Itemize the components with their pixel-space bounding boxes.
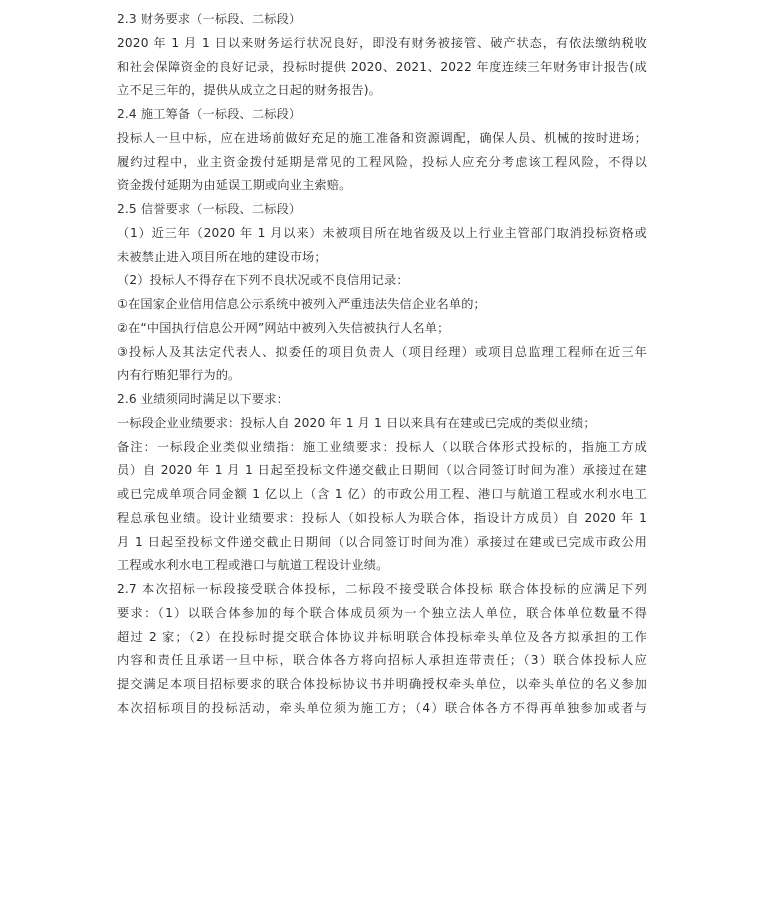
paragraph-line: 提交满足本项目招标要求的联合体投标协议书并明确授权牵头单位，以牵头单位的名义参加 — [117, 677, 647, 691]
paragraph-line: 一标段企业业绩要求：投标人自 2020 年 1 月 1 日以来具有在建或已完成的类似业绩； — [117, 415, 596, 430]
paragraph-line: 立不足三年的，提供从成立之日起的财务报告)。 — [117, 83, 381, 98]
paragraph-line: 内容和责任且承诺一旦中标，联合体各方将向招标人承担连带责任；（3）联合体投标人应 — [117, 653, 647, 668]
paragraph-line: 本次招标项目的投标活动，牵头单位须为施工方；（4）联合体各方不得再单独参加或者与 — [117, 700, 647, 715]
paragraph-line: 未被禁止进入项目所在地的建设市场； — [117, 249, 327, 264]
paragraph-line: 月 1 日起至投标文件递交截止日期间（以合同签订时间为准）承接过在建或已完成市政公用 — [117, 534, 647, 549]
paragraph-line: ②在“中国执行信息公开网”网站中被列入失信被执行人名单； — [117, 320, 450, 335]
paragraph-line: ③投标人及其法定代表人、拟委任的项目负责人（项目经理）或项目总监理工程师在近三年 — [117, 344, 647, 359]
section-heading: 2.4 施工筹备（一标段、二标段） — [117, 107, 302, 121]
paragraph-line: 2.7 本次招标一标段接受联合体投标，二标段不接受联合体投标 联合体投标的应满足下列 — [117, 582, 647, 596]
paragraph-line: 和社会保障资金的良好记录，投标时提供 2020、2021、2022 年度连续三年财务审计报告(成 — [117, 59, 647, 74]
paragraph-line: 资金拨付延期为由延误工期或向业主索赔。 — [117, 178, 352, 193]
document-page — [117, 8, 647, 721]
paragraph-line: 履约过程中，业主资金拨付延期是常见的工程风险，投标人应充分考虑该工程风险，不得以 — [117, 154, 647, 169]
paragraph-line: 2020 年 1 月 1 日以来财务运行状况良好，即没有财务被接管、破产状态，有依法缴纳税收 — [117, 35, 647, 50]
paragraph-line: 超过 2 家；（2）在投标时提交联合体协议并标明联合体投标牵头单位及各方拟承担的工作 — [117, 629, 647, 644]
paragraph-line: 内有行贿犯罪行为的。 — [117, 368, 241, 383]
section-heading: 2.3 财务要求（一标段、二标段） — [117, 12, 302, 26]
paragraph-line: 或已完成单项合同金额 1 亿以上（含 1 亿）的市政公用工程、港口与航道工程或水利水电工 — [117, 487, 647, 501]
section-heading: 2.5 信誉要求（一标段、二标段） — [117, 202, 302, 216]
paragraph-line: 工程或水利水电工程或港口与航道工程设计业绩。 — [117, 558, 389, 573]
paragraph-line: 投标人一旦中标，应在进场前做好充足的施工准备和资源调配，确保人员、机械的按时进场； — [117, 130, 647, 145]
paragraph-line: （1）近三年（2020 年 1 月以来）未被项目所在地省级及以上行业主管部门取消投标资格或 — [117, 225, 647, 240]
paragraph-line: （2）投标人不得存在下列不良状况或不良信用记录： — [117, 273, 409, 288]
paragraph-line: 员）自 2020 年 1 月 1 日起至投标文件递交截止日期间（以合同签订时间为准）承接过在建 — [117, 463, 647, 478]
paragraph-line: ①在国家企业信用信息公示系统中被列入严重违法失信企业名单的； — [117, 297, 486, 311]
paragraph-line: 备注：一标段企业类似业绩指：施工业绩要求：投标人（以联合体形式投标的，指施工方成 — [117, 439, 647, 454]
paragraph-line: 程总承包业绩。设计业绩要求：投标人（如投标人为联合体，指设计方成员）自 2020 年 1 — [117, 510, 647, 525]
section-heading: 2.6 业绩须同时满足以下要求： — [117, 392, 289, 406]
paragraph-line: 要求：（1）以联合体参加的每个联合体成员须为一个独立法人单位，联合体单位数量不得 — [117, 605, 647, 620]
